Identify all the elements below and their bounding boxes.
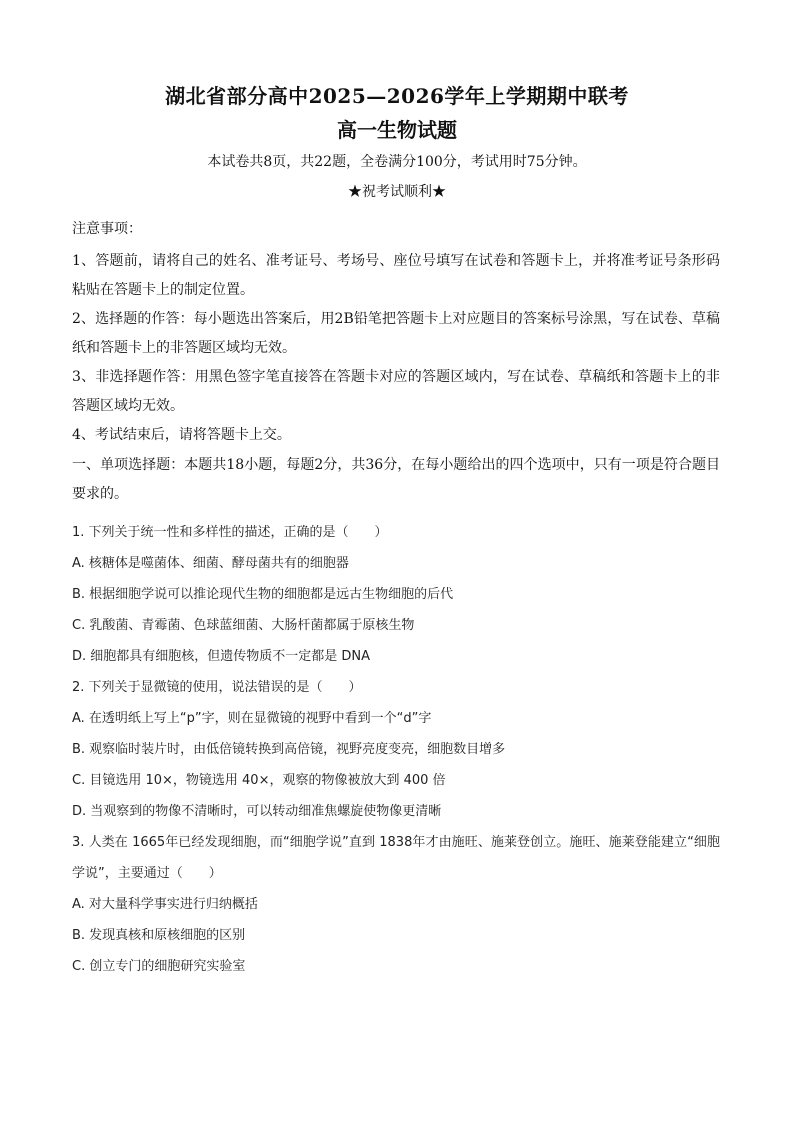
question-option: A. 在透明纸上写上“p”字，则在显微镜的视野中看到一个“d”字	[72, 711, 432, 726]
question-option: C. 创立专门的细胞研究实验室	[72, 959, 246, 974]
exam-header	[0, 82, 794, 202]
question-3	[72, 827, 720, 982]
notice-title: 注意事项：	[72, 221, 142, 237]
section-intro: 一、单项选择题：本题共18小题，每题2分，共36分，在每小题给出的四个选项中，只有一项是符合题目要求的。	[72, 457, 720, 502]
question-option: C. 目镜选用 10×，物镜选用 40×，观察的物像被放大到 400 倍	[72, 773, 446, 788]
exam-subtitle: 高一生物试题	[337, 118, 457, 142]
question-option: D. 当观察到的物像不清晰时，可以转动细准焦螺旋使物像更清晰	[72, 804, 442, 819]
exam-wish: ★祝考试顺利★	[348, 184, 446, 200]
question-stem: 2. 下列关于显微镜的使用，说法错误的是（ ）	[72, 680, 362, 695]
question-option: C. 乳酸菌、青霉菌、色球蓝细菌、大肠杆菌都属于原核生物	[72, 618, 415, 633]
exam-meta: 本试卷共8页，共22题，全卷满分100分，考试用时75分钟。	[207, 154, 587, 170]
question-stem: 3. 人类在 1665年已经发现细胞，而“细胞学说”直到 1838年才由施旺、施莱登创立。施旺、施莱登能建立“细胞学说”，主要通过（ ）	[72, 835, 720, 881]
question-option: B. 观察临时装片时，由低倍镜转换到高倍镜，视野亮度变亮，细胞数目增多	[72, 742, 506, 757]
question-option: B. 根据细胞学说可以推论现代生物的细胞都是远古生物细胞的后代	[72, 587, 454, 602]
question-1	[72, 517, 720, 672]
notice-item: 4、考试结束后，请将答题卡上交。	[72, 427, 291, 443]
notice-item: 1、答题前，请将自己的姓名、准考证号、考场号、座位号填写在试卷和答题卡上，并将准考证号条形码粘贴在答题卡上的制定位置。	[72, 253, 720, 298]
question-option: A. 对大量科学事实进行归纳概括	[72, 897, 258, 912]
notice-item: 3、非选择题作答：用黑色签字笔直接答在答题卡对应的答题区域内，写在试卷、草稿纸和答题卡上的非答题区域均无效。	[72, 369, 720, 414]
question-option: B. 发现真核和原核细胞的区别	[72, 928, 246, 943]
question-option: D. 细胞都具有细胞核，但遗传物质不一定都是 DNA	[72, 649, 371, 664]
exam-content	[72, 219, 720, 982]
exam-title: 湖北省部分高中2025—2026学年上学期期中联考	[165, 84, 629, 108]
question-stem: 1. 下列关于统一性和多样性的描述，正确的是（ ）	[72, 525, 388, 540]
question-2	[72, 672, 720, 827]
notice-item: 2、选择题的作答：每小题选出答案后，用2B铅笔把答题卡上对应题目的答案标号涂黑，写在试卷、草稿纸和答题卡上的非答题区域均无效。	[72, 311, 720, 356]
question-option: A. 核糖体是噬菌体、细菌、酵母菌共有的细胞器	[72, 556, 349, 571]
